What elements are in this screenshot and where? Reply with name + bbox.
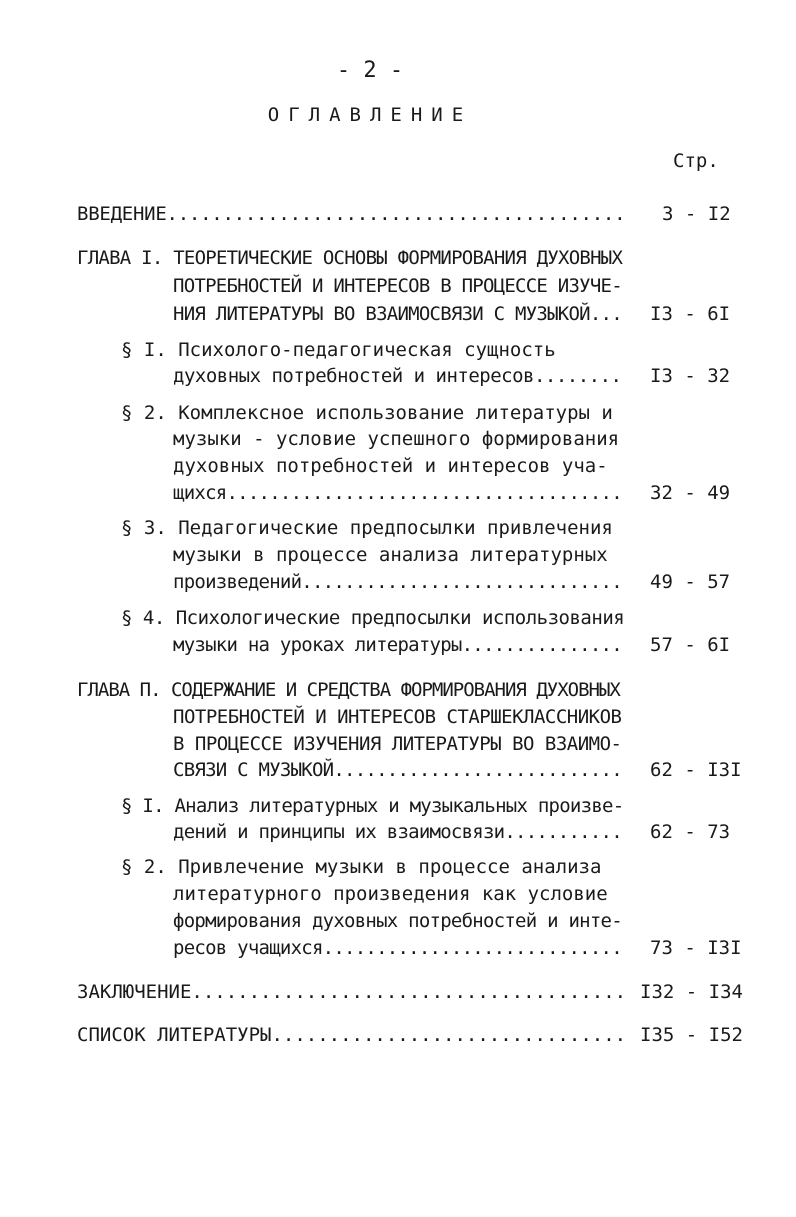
- toc-line: СПИСОК ЛИТЕРАТУРЫ...............................: [77, 1024, 627, 1046]
- toc-line: ПОТРЕБНОСТЕЙ И ИНТЕРЕСОВ В ПРОЦЕССЕ ИЗУЧЕ-: [173, 275, 622, 297]
- toc-line: В ПРОЦЕССЕ ИЗУЧЕНИЯ ЛИТЕРАТУРЫ ВО ВЗАИМО-: [173, 733, 622, 755]
- toc-line: музыки - условие успешного формирования: [173, 428, 620, 450]
- page-column-label: Стр.: [673, 150, 719, 172]
- toc-line: ресов учащихся............................: [173, 937, 622, 959]
- toc-line: ПОТРЕБНОСТЕЙ И ИНТЕРЕСОВ СТАРШЕКЛАССНИКОВ: [173, 706, 622, 728]
- toc-pages: I35 - I52: [640, 1024, 743, 1046]
- toc-line: ГЛАВА I. ТЕОРЕТИЧЕСКИЕ ОСНОВЫ ФОРМИРОВАНИЯ ДУХОВНЫХ: [77, 247, 623, 269]
- toc-line: музыки в процессе анализа литературных: [173, 544, 608, 566]
- toc-line: литературного произведения как условие: [173, 883, 608, 905]
- toc-line: § I. Психолого-педагогическая сущность: [121, 339, 556, 361]
- page-title: ОГЛАВЛЕНИЕ: [267, 104, 473, 126]
- toc-line: щихся.....................................: [173, 482, 622, 504]
- toc-line: § 3. Педагогические предпосылки привлечения: [121, 517, 613, 539]
- toc-pages: 32 - 49: [650, 482, 731, 504]
- page-number: - 2 -: [336, 58, 404, 83]
- toc-line: формирования духовных потребностей и инте-: [173, 910, 622, 932]
- toc-pages: 62 - 73: [650, 821, 731, 843]
- toc-line: ЗАКЛЮЧЕНИЕ......................................: [77, 981, 627, 1003]
- toc-pages: I3 - 32: [650, 365, 731, 387]
- toc-pages: 62 - I3I: [650, 759, 742, 781]
- toc-line: § I. Анализ литературных и музыкальных произве-: [121, 795, 624, 817]
- toc-pages: 73 - I3I: [650, 937, 742, 959]
- toc-line: произведений..............................: [173, 571, 622, 593]
- toc-line: § 2. Привлечение музыки в процессе анализа: [121, 856, 602, 878]
- toc-line: НИЯ ЛИТЕРАТУРЫ ВО ВЗАИМОСВЯЗИ С МУЗЫКОЙ...: [173, 303, 622, 325]
- toc-line: музыки на уроках литературы...............: [173, 634, 622, 656]
- toc-line: духовных потребностей и интересов........: [173, 365, 622, 387]
- toc-pages: 57 - 6I: [650, 634, 731, 656]
- toc-pages: I32 - I34: [640, 981, 743, 1003]
- toc-line: § 4. Психологические предпосылки использования: [121, 607, 625, 629]
- toc-line: § 2. Комплексное использование литературы и: [121, 402, 613, 424]
- toc-line: духовных потребностей и интересов уча-: [173, 455, 608, 477]
- toc-line: ВВЕДЕНИЕ.........................................: [77, 203, 626, 225]
- toc-pages: I3 - 6I: [650, 303, 731, 325]
- toc-line: ГЛАВА П. СОДЕРЖАНИЕ И СРЕДСТВА ФОРМИРОВАНИЯ ДУХОВНЫХ: [77, 679, 620, 701]
- toc-line: дений и принципы их взаимосвязи...........: [173, 821, 622, 843]
- toc-pages: 3 - I2: [662, 203, 731, 225]
- toc-line: СВЯЗИ С МУЗЫКОЙ...........................: [173, 759, 622, 781]
- toc-pages: 49 - 57: [650, 571, 731, 593]
